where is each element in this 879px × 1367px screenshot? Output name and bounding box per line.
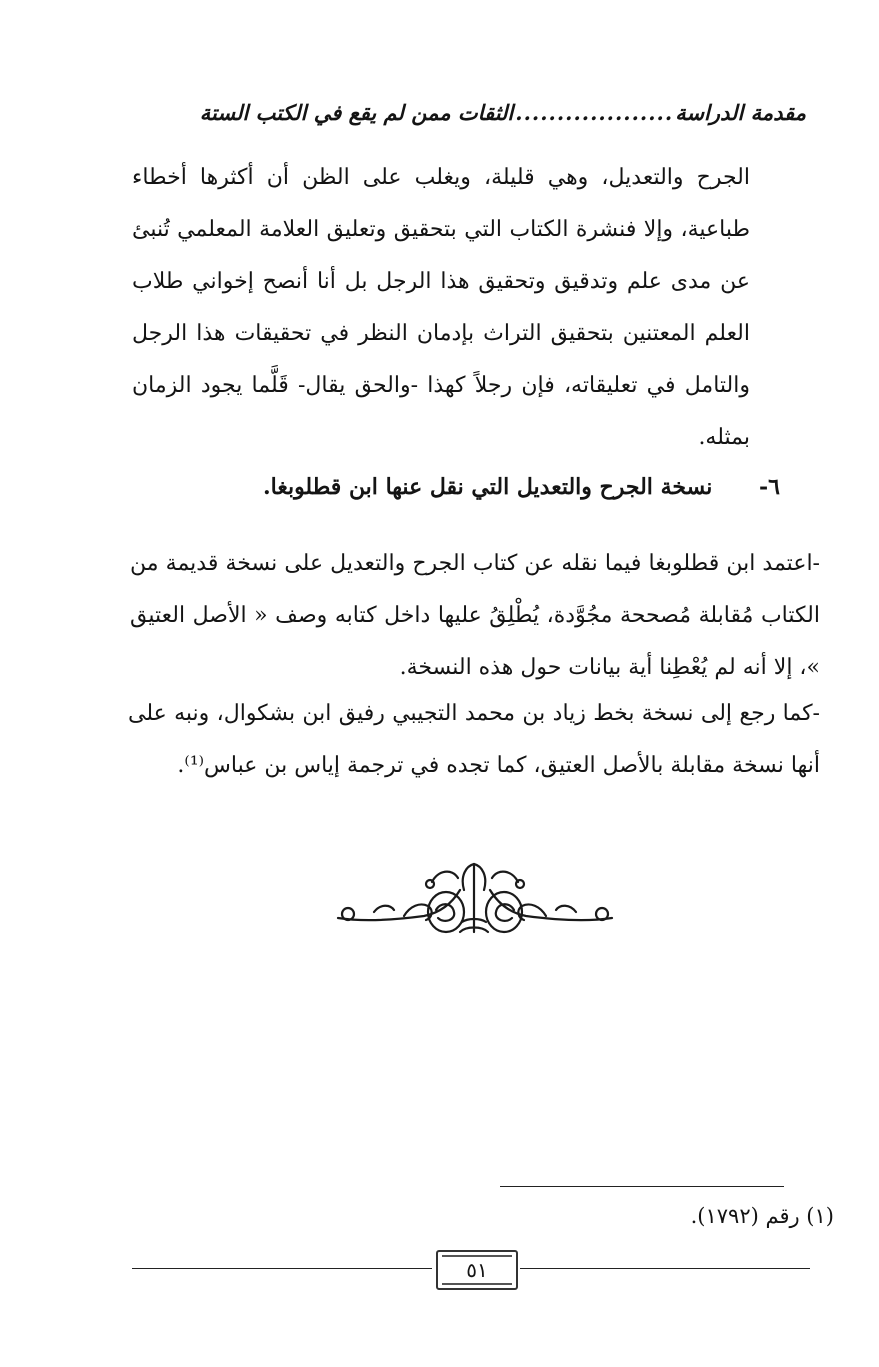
section-heading-text: نسخة الجرح والتعديل التي نقل عنها ابن قطلوبغا.: [262, 474, 713, 500]
footnote: (١) رقم (١٧٩٢).: [690, 1204, 834, 1228]
paragraph-2: -اعتمد ابن قطلوبغا فيما نقله عن كتاب الجرح والتعديل على نسخة قديمة من الكتاب مُقابلة مُصححة مجُوَّدة، يُطْلِقُ عليها داخل كتابه وصف « الأصل العتيق »، إلا أنه لم يُعْطِنا أية بيانات حول هذه النسخة.: [130, 551, 820, 680]
paragraph-1: الجرح والتعديل، وهي قليلة، ويغلب على الظن أن أكثرها أخطاء طباعية، وإلا فنشرة الكتاب التي بتحقيق وتعليق العلامة المعلمي تُنبئ عن مدى علم وتدقيق وتحقيق هذا الرجل بل أنا أنصح إخواني طلاب العلم المعتنين بتحقيق التراث بإدمان النظر في تحقيقات هذا الرجل والتامل في تعليقاته، فإن رجلاً كهذا -والحق يقال- قَلَّما يجود الزمان بمثله.: [132, 165, 750, 450]
footnote-separator: [500, 1186, 784, 1187]
paragraph-3: -كما رجع إلى نسخة بخط زياد بن محمد التجيبي رفيق ابن بشكوال، ونبه على أنها نسخة مقابلة بالأصل العتيق، كما تجده في ترجمة إياس بن عباس⁽¹⁾.: [128, 701, 820, 778]
section-number: ٦-: [759, 474, 780, 500]
page-number-rule-right: [520, 1268, 810, 1269]
header-book-title: الثقات ممن لم يقع في الكتب الستة: [199, 99, 514, 125]
running-header: [136, 92, 806, 132]
header-section-title: مقدمة الدراسة: [675, 99, 806, 125]
floral-ornament-icon: [334, 860, 616, 940]
page-number-rule-left: [132, 1268, 432, 1269]
section-heading: [262, 462, 780, 512]
header-leader-dots: ...................: [515, 99, 674, 125]
page-number: ٥١: [436, 1250, 518, 1290]
